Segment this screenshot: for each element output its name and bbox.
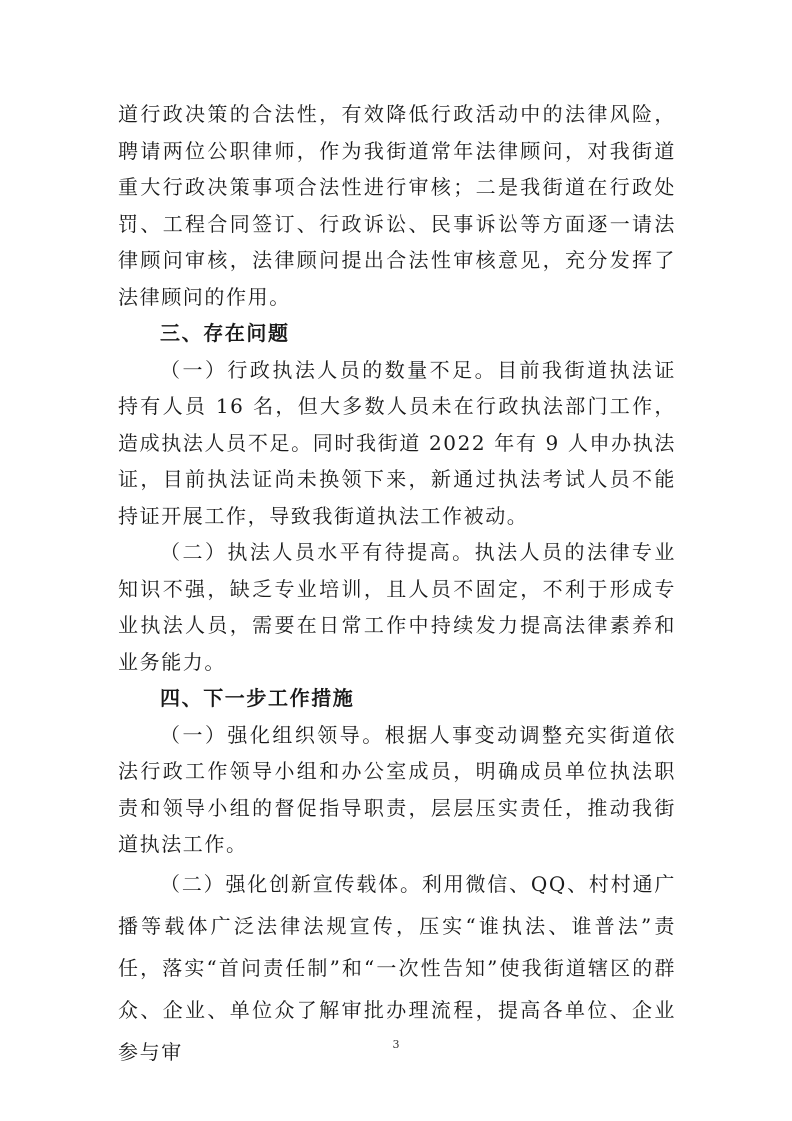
paragraph-step-organization: （一）强化组织领导。根据人事变动调整充实街道依法行政工作领导小组和办公室成员，明确成员单位执法职责和领导小组的督促指导职责，层层压实责任，推动我街道执法工作。 — [118, 722, 676, 856]
document-page — [118, 96, 676, 1073]
page-number: 3 — [392, 1038, 400, 1051]
heading-existing-problems: 三、存在问题 — [160, 321, 290, 345]
paragraph-legal-advisor: 道行政决策的合法性，有效降低行政活动中的法律风险，聘请两位公职律师，作为我街道常年法律顾问，对我街道重大行政决策事项合法性进行审核；二是我街道在行政处罚、工程合同签订、行政诉讼、民事诉讼等方面逐一请法律顾问审核，法律顾问提出合法性审核意见，充分发挥了法律顾问的作用。 — [118, 102, 676, 309]
heading-next-steps: 四、下一步工作措施 — [160, 686, 355, 710]
paragraph-step-publicity: （二）强化创新宣传载体。利用微信、QQ、村村通广播等载体广泛法律法规宣传，压实“谁执法、谁普法”责任，落实“首问责任制”和“一次性告知”使我街道辖区的群众、企业、单位众了解审批办理流程，提高各单位、企业参与审 — [118, 871, 676, 1064]
paragraph-problem-staff-shortage: （一）行政执法人员的数量不足。目前我街道执法证持有人员 16 名，但大多数人员未在行政执法部门工作，造成执法人员不足。同时我街道 2022 年有 9 人申办执法证，目前执法证尚未换领下来，新通过执法考试人员不能持证开展工作，导致我街道执法工作被动。 — [118, 357, 676, 528]
paragraph-problem-staff-quality: （二）执法人员水平有待提高。执法人员的法律专业知识不强，缺乏专业培训，且人员不固定，不利于形成专业执法人员，需要在日常工作中持续发力提高法律素养和业务能力。 — [118, 540, 676, 674]
